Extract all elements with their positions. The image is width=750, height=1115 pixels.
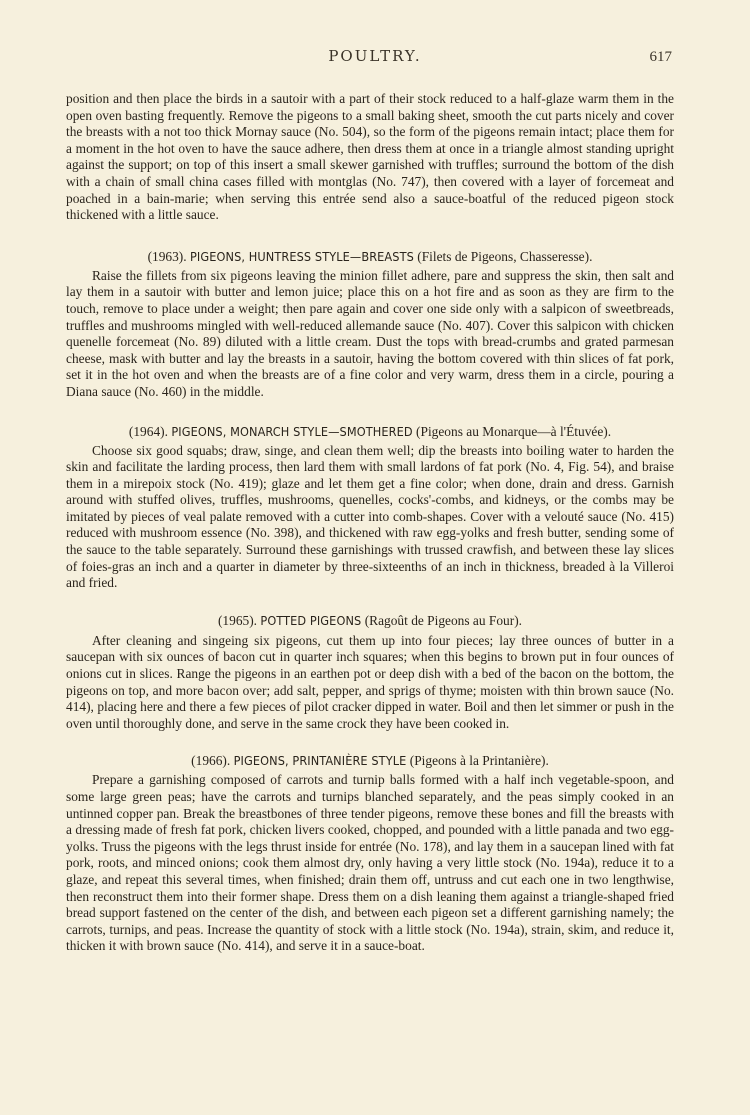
- recipe-1964: [66, 423, 674, 592]
- recipe-title: PIGEONS, MONARCH STYLE—SMOTHERED: [171, 423, 413, 439]
- recipe-body: Choose six good squabs; draw, singe, and clean them well; dip the breasts into boiling water to harden the skin and facilitate the larding process, then lard them with small lardons of fat pork (No. 4, Fig. 54), and braise them in a mirepoix stock (No. 419); glaze and let them get a fine color; when done, drain and dress. Garnish around with stuffed olives, truffles, mushrooms, quenelles, cocks'-combs, and kidneys, or the combs may be imitated by pieces of veal palate removed with a cutter into comb-shapes. Cover with a velouté sauce (No. 415) reduced with mushroom essence (No. 398), and thickened with raw egg-yolks and fresh butter, sending some of the sauce to the table separately. Surround these garnishings with trussed crawfish, and between these lay slices of foies-gras an inch and a quarter in diameter by three-sixteenths of an inch in thickness, breaded à la Villeroi and fried.: [66, 442, 674, 591]
- recipe-number: (1966).: [191, 753, 231, 769]
- recipe-1965: [66, 612, 674, 733]
- recipe-title: PIGEONS, PRINTANIÈRE STYLE: [233, 753, 407, 769]
- recipe-number: (1964).: [128, 423, 168, 439]
- recipe-heading: [66, 248, 674, 265]
- page-header: [0, 47, 750, 71]
- recipe-number: (1963).: [147, 248, 187, 264]
- recipe-title: POTTED PIGEONS: [260, 612, 362, 628]
- recipe-french-title: (Filets de Pigeons, Chasseresse).: [417, 248, 593, 264]
- recipe-body: Prepare a garnishing composed of carrots and turnip balls formed with a half inch vegetable-spoon, and some large green peas; have the carrots and turnips blanched separately, and the peas simply cooked in an untinned copper pan. Break the breastbones of three tender pigeons, remove these bones and fill the breasts with a dressing made of fresh fat pork, chicken livers cooked, chopped, and pounded with a little panada and two egg-yolks. Truss the pigeons with the legs thrust inside for entrée (No. 178), and lay them in a saucepan lined with fat pork, roots, and minced onions; cook them almost dry, only having a very little stock (No. 194a), reduce it to a glaze, and repeat this several times, when finished; drain them off, untruss and cut each one in two lengthwise, then reconstruct them into their former shape. Dress them on a dish leaning them against a triangle-shaped fried bread support fastened on the center of the dish, and between each pigeon set a different garnishing namely; the carrots, turnips, and peas. Increase the quantity of stock with a little stock (No. 194a), strain, skim, and reduce it, thicken it with brown sauce (No. 414), and serve it in a sauce-boat.: [66, 772, 674, 954]
- recipe-body: After cleaning and singeing six pigeons, cut them up into four pieces; lay three ounces of butter in a saucepan with six ounces of bacon cut in quarter inch squares; when this begins to brown put in four ounces of onions cut in slices. Range the pigeons in an earthen pot or deep dish with a bed of the bacon on the bottom, the pigeons on top, and more bacon over; add salt, pepper, and sprigs of thyme; moisten with thin brown sauce (No. 414), placing here and there a few pieces of pilot cracker dipped in water. Boil and then let simmer or push in the oven until thoroughly done, and serve in the same crock they have been cooked in.: [66, 632, 674, 731]
- recipe-heading: [66, 612, 674, 629]
- recipe-heading: [66, 752, 674, 769]
- recipe-french-title: (Ragoût de Pigeons au Four).: [364, 612, 523, 628]
- recipe-number: (1965).: [217, 612, 258, 628]
- running-title: POULTRY.: [328, 47, 422, 65]
- recipe-french-title: (Pigeons au Monarque—à l'Étuvée).: [416, 423, 612, 439]
- recipe-heading: [66, 423, 674, 440]
- page-content: [66, 91, 674, 955]
- recipe-title: PIGEONS, HUNTRESS STYLE—BREASTS: [189, 248, 414, 264]
- recipe-1963: [66, 248, 674, 401]
- recipe-1966: [66, 752, 674, 955]
- continuation-paragraph: position and then place the birds in a sautoir with a part of their stock reduced to a half-glaze warm them in the open oven basting frequently. Remove the pigeons to a small baking sheet, smooth the cut parts nicely and cover the breasts with a not too thick Mornay sauce (No. 504), so the form of the pigeons remain intact; place them for a moment in the hot oven to have the sauce adhere, then dress them at once in a triangle almost standing upright against the support; on top of this insert a small skewer garnished with truffles; surround the bottom of the dish with a chain of small china cases filled with montglas (No. 747), then covered with a layer of forcemeat and poached in a bain-marie; when serving this entrée send also a sauce-boatful of the reduced pigeon stock thickened with a little sauce.: [66, 91, 674, 223]
- recipe-french-title: (Pigeons à la Printanière).: [409, 753, 549, 769]
- recipe-body: Raise the fillets from six pigeons leaving the minion fillet adhere, pare and suppress the skin, then salt and lay them in a sautoir with butter and lemon juice; place this on a hot fire and as soon as they are firm to the touch, remove to place under a weight; then pare again and cover one side only with a salpicon of sweetbreads, truffles and mushrooms mingled with well-reduced allemande sauce (No. 407). Cover this salpicon with chicken quenelle forcemeat (No. 89) diluted with a little cream. Dust the tops with bread-crumbs and grated parmesan cheese, mask with butter and lay the breasts in a sautoir, having the bottom covered with thin slices of fat pork, set it in the hot oven and when the breasts are of a fine color and very warm, dress them in a circle, pouring a Diana sauce (No. 460) in the middle.: [66, 267, 674, 399]
- page-number: 617: [649, 49, 672, 65]
